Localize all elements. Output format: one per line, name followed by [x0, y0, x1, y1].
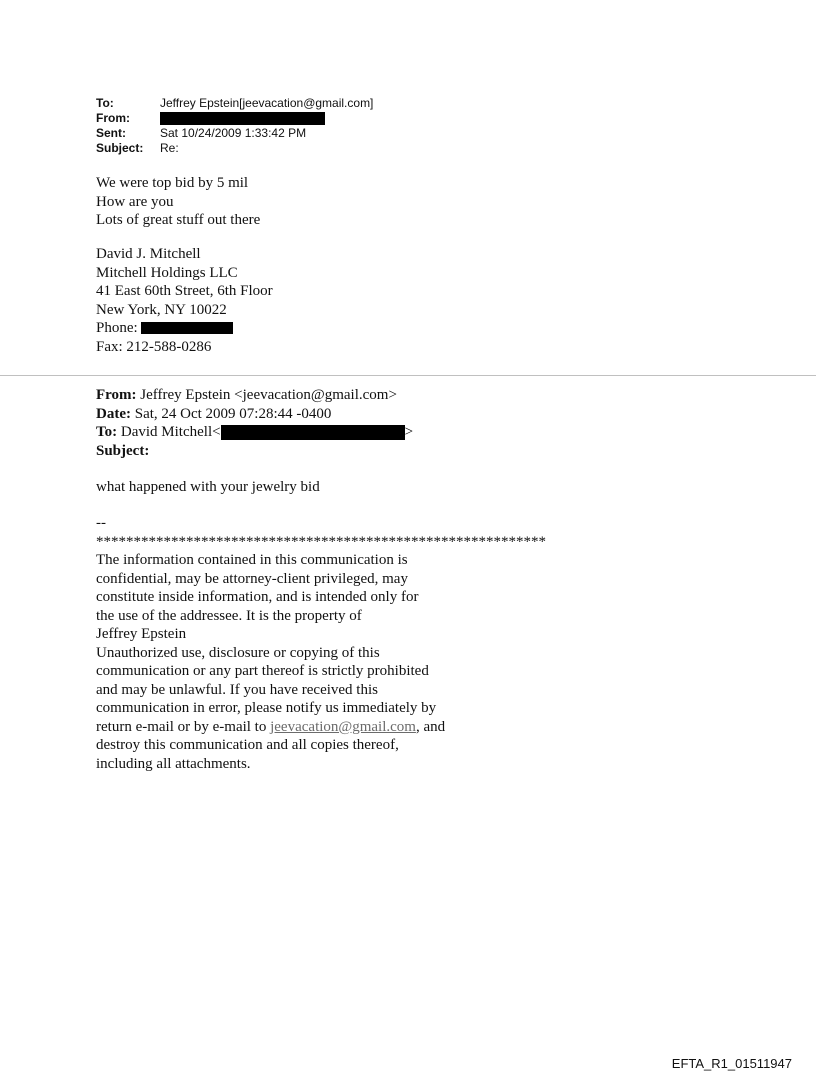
forwarded-from-row [96, 386, 413, 405]
phone-label: Phone: [96, 320, 138, 336]
signature-city: New York, NY 10022 [96, 301, 227, 318]
forwarded-date-label: Date: [96, 405, 131, 422]
disclaimer-line: Jeffrey Epstein [96, 626, 187, 642]
subject-value: Re: [160, 141, 179, 155]
body-line: Lots of great stuff out there [96, 212, 261, 228]
forwarded-to-row [96, 423, 413, 442]
from-label: From: [96, 111, 130, 125]
signature-company: Mitchell Holdings LLC [96, 264, 238, 281]
body-line: How are you [96, 193, 174, 210]
signature-phone [96, 319, 273, 338]
to-label: To: [96, 96, 114, 110]
forwarded-to-tail: > [404, 424, 414, 440]
forwarded-to-value: David Mitchell< [120, 424, 221, 440]
disclaimer-line: and may be unlawful. If you have received this [96, 681, 378, 698]
forwarded-date-row [96, 405, 413, 424]
disclaimer-line: communication in error, please notify us immediately by [96, 700, 437, 716]
sent-value: Sat 10/24/2009 1:33:42 PM [160, 126, 307, 140]
asterisk-line: ************************************************************ [96, 533, 546, 550]
forwarded-subject-label: Subject: [96, 442, 150, 459]
subject-label: Subject: [96, 141, 144, 155]
disclaimer-line: Unauthorized use, disclosure or copying of this [96, 644, 380, 661]
forwarded-from-label: From: [96, 387, 137, 403]
reply-body [96, 174, 260, 230]
sent-label: Sent: [96, 126, 126, 140]
disclaimer-line: The information contained in this communication is [96, 552, 408, 568]
email-link[interactable]: jeevacation@gmail.com [270, 718, 416, 735]
forwarded-subject-row [96, 442, 413, 461]
divider [0, 375, 816, 376]
disclaimer-line: destroy this communication and all copies thereof, [96, 737, 399, 753]
body-line: We were top bid by 5 mil [96, 175, 249, 191]
signature-block [96, 245, 273, 356]
separator-block [96, 514, 546, 551]
forwarded-body [96, 478, 320, 497]
link-prefix: return e-mail or by e-mail to [96, 718, 271, 735]
separator: -- [96, 515, 106, 531]
to-value: Jeffrey Epstein[jeevacation@gmail.com] [160, 96, 374, 110]
email-header [96, 96, 373, 156]
forwarded-from-value: Jeffrey Epstein <jeevacation@gmail.com> [140, 387, 397, 403]
header-sent-row [96, 126, 373, 141]
signature-street: 41 East 60th Street, 6th Floor [96, 283, 273, 299]
redaction-bar [221, 425, 405, 440]
signature-name: David J. Mitchell [96, 246, 201, 262]
redaction-bar [141, 322, 233, 334]
forwarded-to-label: To: [96, 424, 118, 440]
disclaimer-line: including all attachments. [96, 755, 251, 772]
disclaimer-line: confidential, may be attorney-client privileged, may [96, 570, 408, 587]
redaction-bar [160, 112, 325, 125]
forwarded-header [96, 386, 413, 460]
header-to-row [96, 96, 373, 111]
forwarded-date-value: Sat, 24 Oct 2009 07:28:44 -0400 [134, 405, 332, 422]
signature-fax: Fax: 212-588-0286 [96, 338, 212, 355]
disclaimer [96, 551, 445, 773]
header-from-row [96, 111, 373, 126]
document-id: EFTA_R1_01511947 [671, 1056, 792, 1071]
disclaimer-line: the use of the addressee. It is the property of [96, 607, 362, 624]
header-subject-row [96, 141, 373, 156]
forwarded-body-text: what happened with your jewelry bid [96, 479, 320, 495]
disclaimer-line: communication or any part thereof is strictly prohibited [96, 663, 429, 679]
link-suffix: , and [415, 718, 446, 735]
disclaimer-line: constitute inside information, and is intended only for [96, 589, 419, 605]
disclaimer-link-line [96, 718, 445, 737]
